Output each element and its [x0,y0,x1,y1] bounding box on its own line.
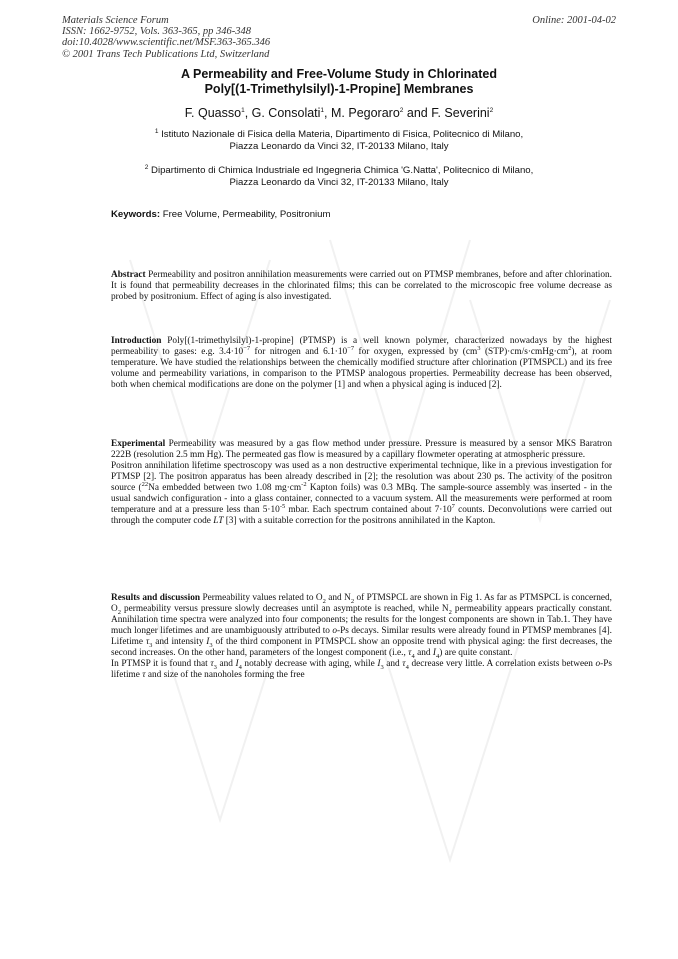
issn-line: ISSN: 1662-9752, Vols. 363-365, pp 346-348 [62,26,251,38]
abstract-text: Permeability and positron annihilation measurements were carried out on PTMSP membranes, before and after chlorination. It is found that permeability decreases in the chlorinated films; this can be correlated to the microscopic free volume decrease as probed by positronium. Effect of aging is also investigated. [111,270,612,303]
affiliation-2-number: 2 [144,163,149,171]
results-text: -Ps lifetime [111,659,612,681]
tau-symbol: τ [402,659,406,670]
introduction-heading: Introduction [111,336,162,346]
results-text: Permeability values related to O [202,593,323,603]
keywords-label: Keywords: [111,209,161,220]
author-3: M. Pegoraro [331,106,400,120]
results-text: permeability appears practically constant. Annihilation time spectra were analyzed into four components; the results for the longest components are shown in Tab.1. They have much longer lifetimes and are unambiguously attributed to [111,604,612,637]
affiliation-2 [90,165,588,189]
affiliation-1-line-1: Istituto Nazionale di Fisica della Materia, Dipartimento di Fisica, Politecnico di Milano, [161,129,524,140]
abstract-paragraph [111,270,612,303]
experimental-heading: Experimental [111,439,166,449]
exponent: 3 [477,344,481,352]
experimental-paragraph-2 [111,461,612,527]
author-1-affiliation: 1 [241,106,245,114]
author-4-affiliation: 2 [489,106,494,114]
tau-symbol: τ [142,670,146,681]
experimental-paragraph-1 [111,439,612,461]
exponent: 7 [451,503,455,511]
experimental-text: Permeability was measured by a gas flow method under pressure. Pressure is measured by a sensor MKS Baratron 222B (resolution 2.5 mm Hg). The permeated gas flow is measured by a capillary flowmeter operating at atmospheric pressure. [111,439,612,461]
author-1: F. Quasso [184,106,242,120]
subscript: 3 [209,642,213,650]
paper-title [90,67,588,97]
results-text: decrease very little. A correlation exists between [408,659,596,670]
subscript: 4 [435,653,440,661]
author-2-affiliation: 1 [320,106,325,114]
introduction-paragraph [111,336,612,391]
author-4: F. Severini [431,106,490,120]
title-line-1: A Permeability and Free-Volume Study in Chlorinated [180,67,498,81]
subscript: 3 [213,664,217,672]
subscript: 4 [411,653,415,661]
ortho-symbol: o [595,659,601,670]
experimental-section [111,439,612,527]
affiliation-1-number: 1 [154,127,159,135]
results-heading: Results and discussion [111,593,201,603]
author-2: G. Consolati [251,106,321,120]
results-paragraph-2 [111,659,612,681]
results-text: In PTMSP it is found that [111,659,211,670]
results-text: and [219,659,233,670]
subscript: 2 [322,597,326,605]
experimental-text: Kapton foils) was 0.3 MBq. The sample-source assembly was inserted - in the usual sandwich configuration - into a glass container, connected to a vacuum system. All the measurements were performed at room temperature and at a pressure less than 5·10 [111,483,613,516]
results-text: of PTMSPCL are shown in Fig 1. As far as PTMSPCL is concerned, O [111,593,612,615]
introduction-text: (STP)·cm/s·cmHg·cm [480,347,569,358]
keywords [111,209,331,221]
journal-name: Materials Science Forum [62,15,169,26]
author-separator: , [324,106,331,120]
introduction-text: for nitrogen and 6.1·10 [250,347,348,358]
intensity-symbol: I [206,637,210,648]
results-text: notably decrease with aging, while [241,659,378,670]
subscript: 2 [448,608,452,616]
results-text: and [417,648,431,659]
results-section [111,593,612,681]
author-separator: , [244,106,252,120]
intensity-symbol: I [432,648,436,659]
tau-symbol: τ [145,637,150,648]
introduction-text: Poly[(1-trimethylsilyl)-1-propine] (PTMSP) is a well known polymer, characterized nowadays by the highest permeability to gases: e.g. 3.4·10 [111,336,612,358]
isotope-number: 22 [141,481,149,489]
exponent: -2 [301,481,307,489]
experimental-text: Na embedded between two 1.08 mg·cm [148,483,302,494]
copyright-line: © 2001 Trans Tech Publications Ltd, Switzerland [62,48,270,60]
title-line-2: Poly[(1-Trimethylsilyl)-1-Propine] Membranes [204,82,474,96]
affiliation-1-line-2: Piazza Leonardo da Vinci 32, IT-20133 Milano, Italy [229,141,449,152]
tau-symbol: τ [408,648,412,659]
results-paragraph-1 [111,593,612,659]
subscript: 3 [149,642,153,650]
exponent: -5 [279,503,286,511]
keywords-text: Free Volume, Permeability, Positronium [162,209,331,220]
experimental-text: mbar. Each spectrum contained about 7·10 [285,505,452,516]
author-list [90,106,588,121]
affiliation-1 [90,129,588,153]
tau-symbol: τ [210,659,214,670]
results-text: and N [325,593,351,603]
results-text: and [386,659,400,670]
affiliation-2-line-2: Piazza Leonardo da Vinci 32, IT-20133 Milano, Italy [229,177,449,188]
subscript: 3 [380,664,384,672]
exponent: −7 [243,344,251,352]
journal-metadata [62,15,270,60]
subscript: 2 [350,597,355,605]
subscript: 4 [238,664,242,672]
results-text: of the third component in PTMSPCL show an opposite trend with physical aging: the first decreases, the second increases. On the other hand, parameters of the longest component (i.e., [111,637,613,659]
results-text: ) are quite constant. [439,648,513,659]
results-text: -Ps decays. Similar results were already found in PTMSP membranes [4]. Lifetime [111,626,612,648]
results-text: and intensity [152,637,207,648]
experimental-text: Positron annihilation lifetime spectroscopy was used as a non destructive experimental technique, like in a previous investigation for PTMSP [2]. The positron apparatus has been already described in [2]; the resolution was about 230 ps. The activity of the positron source ( [111,461,612,494]
affiliation-2-line-1: Dipartimento di Chimica Industriale ed Ingegneria Chimica 'G.Natta', Politecnico di Milano, [151,165,534,176]
author-3-affiliation: 2 [399,106,404,114]
abstract-heading: Abstract [111,270,146,280]
introduction-text: ), at room temperature. We have studied the relationships between the chemically modified structure after chlorination (PTMSPCL) and its free volume and permeability variations, in comparison to the PTMSP analogous properties. Permeability decrease has been observed, both when chemical modifications are done on the polymer [1] and when a physical aging is induced [2]. [111,347,613,391]
doi-line[interactable]: doi:10.4028/www.scientific.net/MSF.363-365.346 [62,37,271,49]
exponent: −7 [347,344,355,352]
code-name: LT [213,516,224,527]
intensity-symbol: I [377,659,381,670]
exponent: 2 [568,344,572,352]
results-text: and size of the nanoholes forming the free [147,670,305,681]
subscript: 2 [117,608,121,616]
experimental-text: counts. Deconvolutions were carried out through the computer code [111,505,612,527]
subscript: 4 [405,664,409,672]
experimental-text: [3] with a suitable correction for the positrons annihilated in the Kapton. [223,516,496,527]
online-date: Online: 2001-04-02 [532,15,616,26]
ortho-symbol: o [332,626,338,637]
results-text: permeability versus pressure slowly decreases until an asymptote is reached, while N [120,604,449,615]
author-and: and [403,106,432,120]
introduction-text: for oxygen, expressed by (cm [354,347,478,358]
intensity-symbol: I [235,659,239,670]
